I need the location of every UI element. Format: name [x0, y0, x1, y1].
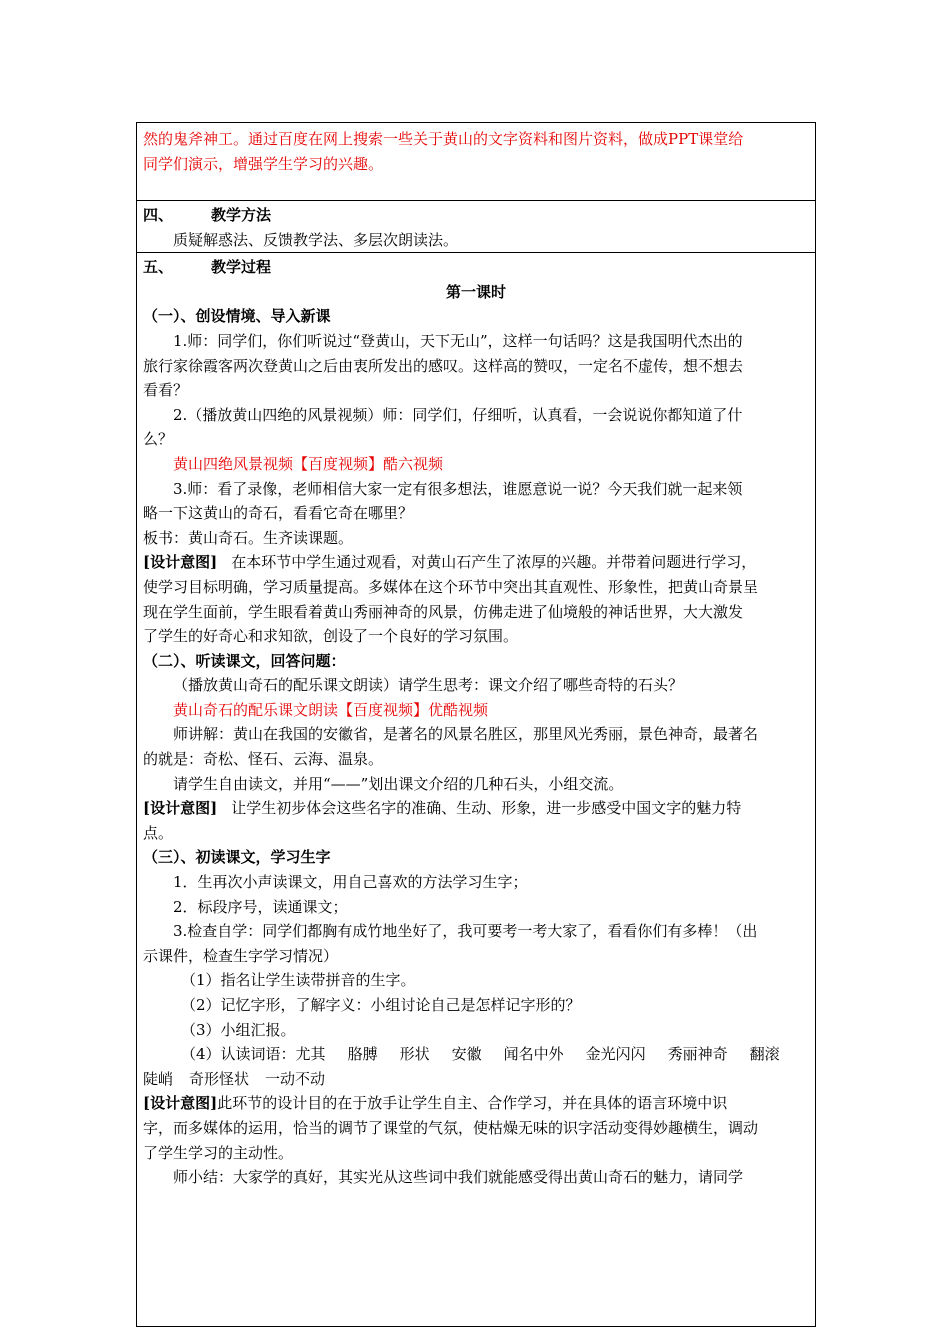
design-intent-label: [设计意图] [143, 1094, 218, 1113]
section4-row [137, 201, 816, 253]
intro-line-1: 然的鬼斧神工。通过百度在网上搜索一些关于黄山的文字资料和图片资料，做成PPT课堂给 [143, 130, 744, 148]
part2-p2-line1: 师讲解：黄山在我国的安徽省，是著名的风景名胜区，那里风光秀丽，景色神奇，最著名 [173, 725, 759, 744]
part1-p1-line1: 1.师：同学们，你们听说过“登黄山，天下无山”，这样一句话吗？这是我国明代杰出的 [173, 331, 743, 350]
intro-line-2: 同学们演示，增强学生学习的兴趣。 [143, 154, 384, 173]
part3-step1: 1．生再次小声读课文，用自己喜欢的方法学习生字； [173, 873, 528, 892]
part1-p3-line1: 3.师：看了录像，老师相信大家一定有很多想法，谁愿意说一说？今天我们就一起来领 [173, 479, 743, 498]
section4-header [143, 203, 809, 228]
video-link-2[interactable]: 黄山奇石的配乐课文朗读【百度视频】优酷视频 [173, 700, 489, 719]
part2-design-line1 [143, 796, 809, 821]
part1-design-line2: 使学习目标明确，学习质量提高。多媒体在这个环节中突出其直观性、形象性，把黄山奇景呈 [143, 577, 759, 596]
intro-cell [137, 123, 816, 201]
board-writing: 板书：黄山奇石。生齐读课题。 [143, 528, 354, 547]
part3-design-text: 此环节的设计目的在于放手让学生自主、合作学习，并在具体的语言环境中识 [217, 1094, 728, 1113]
part2-design-line2: 点。 [143, 823, 174, 842]
word-list-row1 [296, 1045, 780, 1063]
part1-design-line4: 了学生的好奇心和求知欲，创设了一个良好的学习氛围。 [143, 627, 519, 646]
lesson-title: 第一课时 [445, 282, 506, 301]
part1-p1-line3: 看看？ [143, 381, 189, 400]
part3-sub4 [143, 1042, 809, 1067]
part3-heading: （三）、初读课文，学习生字 [143, 848, 331, 867]
part1-design-text: 在本环节中学生通过观看，对黄山石产生了浓厚的兴趣。并带着问题进行学习， [231, 553, 757, 572]
section4-title: 教学方法 [211, 206, 272, 224]
vocab-word: 一动不动 [265, 1069, 326, 1088]
vocab-word: 奇形怪状 [189, 1069, 250, 1088]
part3-sub2: （2）记忆字形，了解字义：小组讨论自己是怎样记字形的？ [181, 996, 581, 1014]
vocab-word: 闻名中外 [503, 1045, 564, 1064]
part3-design-line3: 了学生学习的主动性。 [143, 1143, 294, 1162]
vocab-word: 陡峭 [143, 1069, 174, 1088]
vocab-word: 金光闪闪 [585, 1045, 646, 1064]
part3-design-line1 [143, 1091, 809, 1116]
vocab-word: 安徽 [451, 1045, 482, 1064]
design-intent-label: [设计意图] [143, 799, 218, 818]
part1-p1-line2: 旅行家徐霞客两次登黄山之后由衷所发出的感叹。这样高的赞叹，一定名不虚传，想不想去 [143, 356, 744, 375]
part3-design-line2: 字，而多媒体的运用，恰当的调节了课堂的气氛，使枯燥无味的识字活动变得妙趣横生，调动 [143, 1118, 759, 1137]
part2-p3: 请学生自由读文，并用“——”划出课文介绍的几种石头，小组交流。 [173, 774, 624, 793]
word-list-label: （4）认读词语： [181, 1045, 296, 1064]
part3-sub1: （1）指名让学生读带拼音的生字。 [181, 971, 416, 990]
part3-step3-line2: 示课件，检查生字学习情况） [143, 946, 339, 965]
vocab-word: 秀丽神奇 [667, 1045, 728, 1064]
intro-row [137, 123, 816, 201]
part1-design-line3: 现在学生面前，学生眼看着黄山秀丽神奇的风景，仿佛走进了仙境般的神话世界，大大激发 [143, 602, 744, 621]
vocab-word: 尤其 [295, 1045, 326, 1064]
teacher-summary: 师小结：大家学的真好，其实光从这些词中我们就能感受得出黄山奇石的魅力，请同学 [173, 1168, 744, 1187]
section5-cell [137, 253, 816, 1327]
part2-p2-line2: 的就是：奇松、怪石、云海、温泉。 [143, 750, 384, 769]
design-intent-label: [设计意图] [143, 553, 218, 572]
section4-number: 四、 [143, 206, 174, 224]
section5-title: 教学过程 [211, 258, 272, 277]
video-link-1[interactable]: 黄山四绝风景视频【百度视频】酷六视频 [173, 454, 444, 473]
part1-p2-line2: 么？ [143, 430, 174, 449]
vocab-word: 翻滚 [749, 1045, 780, 1064]
part1-design-line1 [143, 550, 809, 575]
part3-step3-line1: 3.检查自学：同学们都胸有成竹地坐好了，我可要考一考大家了，看看你们有多棒！（出 [173, 922, 758, 941]
word-list-row2 [143, 1067, 809, 1092]
section5-row [137, 253, 816, 1327]
lesson-plan-table [136, 122, 816, 1327]
part2-heading: （二）、听读课文，回答问题： [143, 651, 346, 670]
part2-design-text: 让学生初步体会这些名字的准确、生动、形象，进一步感受中国文字的魅力特 [231, 799, 742, 818]
vocab-word: 胳膊 [347, 1045, 378, 1064]
section4-cell [137, 201, 816, 253]
section4-content: 质疑解惑法、反馈教学法、多层次朗读法。 [173, 230, 459, 249]
part1-heading: （一）、创设情境、导入新课 [143, 307, 331, 326]
section5-header [143, 255, 809, 280]
part3-step2: 2．标段序号，读通课文； [173, 897, 348, 916]
vocab-word: 形状 [399, 1045, 430, 1064]
section5-number: 五、 [143, 258, 174, 277]
part3-sub3: （3）小组汇报。 [181, 1020, 296, 1039]
part1-p2-line1: 2.（播放黄山四绝的风景视频）师：同学们，仔细听，认真看，一会说说你都知道了什 [173, 405, 743, 424]
part2-p1: （播放黄山奇石的配乐课文朗读）请学生思考：课文介绍了哪些奇特的石头？ [173, 676, 684, 695]
part1-p3-line2: 略一下这黄山的奇石，看看它奇在哪里？ [143, 504, 414, 523]
